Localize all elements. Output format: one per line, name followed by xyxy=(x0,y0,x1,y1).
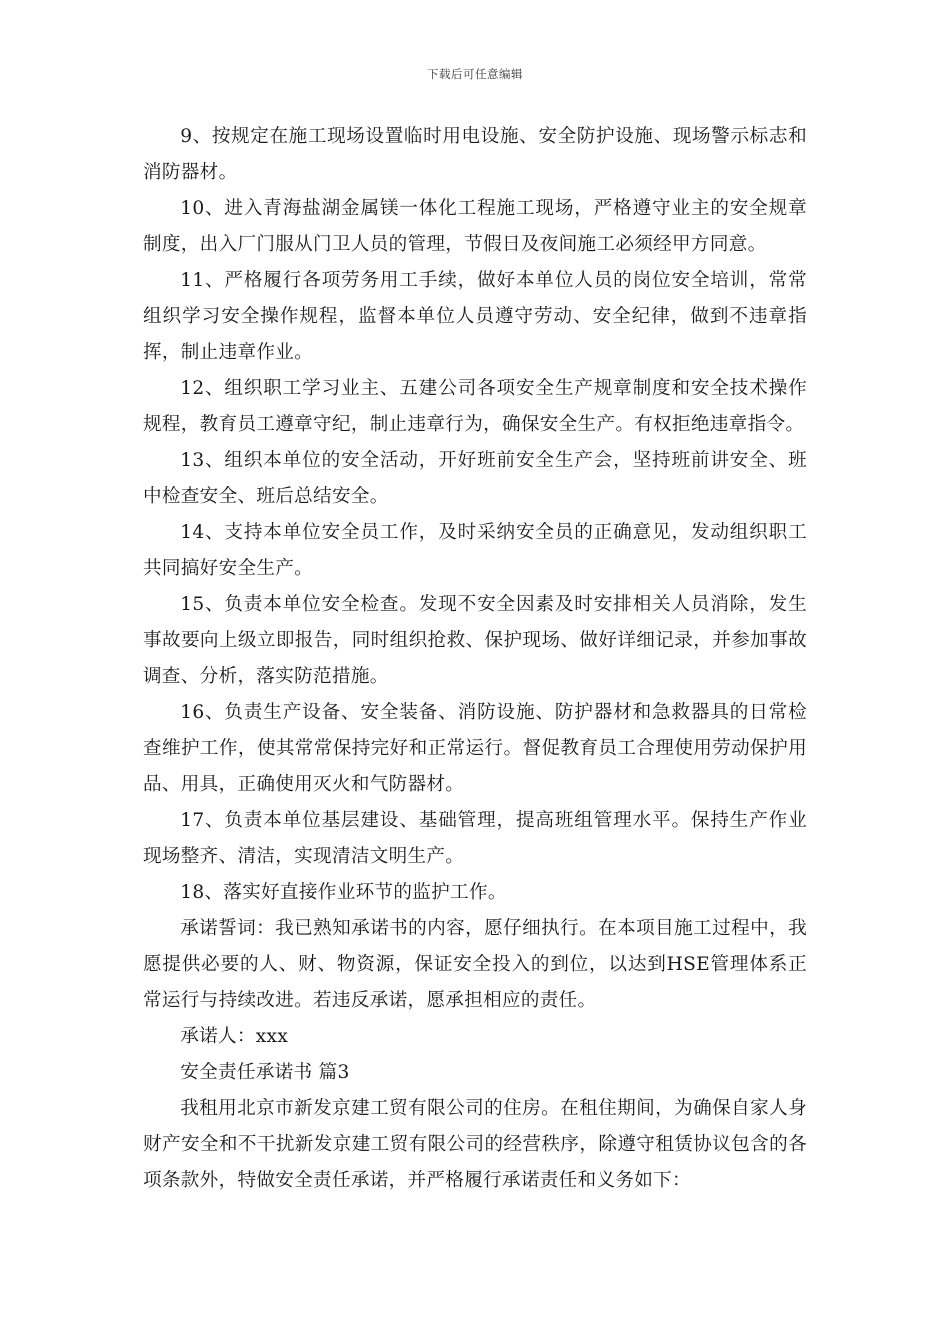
paragraph-item-18: 18、落实好直接作业环节的监护工作。 xyxy=(180,882,507,903)
paragraph-item-14: 14、支持本单位安全员工作，及时采纳安全员的正确意见，发动组织职工共同搞好安全生产。 xyxy=(143,522,807,579)
paragraph-item-11: 11、严格履行各项劳务用工手续，做好本单位人员的岗位安全培训，常常组织学习安全操作规程，监督本单位人员遵守劳动、安全纪律，做到不违章指挥，制止违章作业。 xyxy=(143,270,807,363)
document-body xyxy=(143,119,807,1199)
section-title: 安全责任承诺书 篇3 xyxy=(180,1062,350,1083)
paragraph-item-12: 12、组织职工学习业主、五建公司各项安全生产规章制度和安全技术操作规程，教育员工遵章守纪，制止违章行为，确保安全生产。有权拒绝违章指令。 xyxy=(143,378,807,435)
pledger-signature: 承诺人：xxx xyxy=(180,1026,289,1047)
paragraph-item-17: 17、负责本单位基层建设、基础管理，提高班组管理水平。保持生产作业现场整齐、清洁，实现清洁文明生产。 xyxy=(143,810,807,867)
paragraph-item-10: 10、进入青海盐湖金属镁一体化工程施工现场，严格遵守业主的安全规章制度，出入厂门服从门卫人员的管理，节假日及夜间施工必须经甲方同意。 xyxy=(143,198,807,255)
paragraph-item-13: 13、组织本单位的安全活动，开好班前安全生产会，坚持班前讲安全、班中检查安全、班后总结安全。 xyxy=(143,450,807,507)
page-header: 下载后可任意编辑 xyxy=(427,67,523,81)
paragraph-item-9: 9、按规定在施工现场设置临时用电设施、安全防护设施、现场警示标志和消防器材。 xyxy=(143,126,807,183)
pledge-oath: 承诺誓词：我已熟知承诺书的内容，愿仔细执行。在本项目施工过程中，我愿提供必要的人、财、物资源，保证安全投入的到位，以达到HSE管理体系正常运行与持续改进。若违反承诺，愿承担相应的责任。 xyxy=(143,918,807,1011)
paragraph-item-16: 16、负责生产设备、安全装备、消防设施、防护器材和急救器具的日常检查维护工作，使其常常保持完好和正常运行。督促教育员工合理使用劳动保护用品、用具，正确使用灭火和气防器材。 xyxy=(143,702,807,795)
section-intro: 我租用北京市新发京建工贸有限公司的住房。在租住期间，为确保自家人身财产安全和不干扰新发京建工贸有限公司的经营秩序，除遵守租赁协议包含的各项条款外，特做安全责任承诺，并严格履行承诺责任和义务如下： xyxy=(143,1098,807,1191)
paragraph-item-15: 15、负责本单位安全检查。发现不安全因素及时安排相关人员消除，发生事故要向上级立即报告，同时组织抢救、保护现场、做好详细记录，并参加事故调查、分析，落实防范措施。 xyxy=(143,594,807,687)
